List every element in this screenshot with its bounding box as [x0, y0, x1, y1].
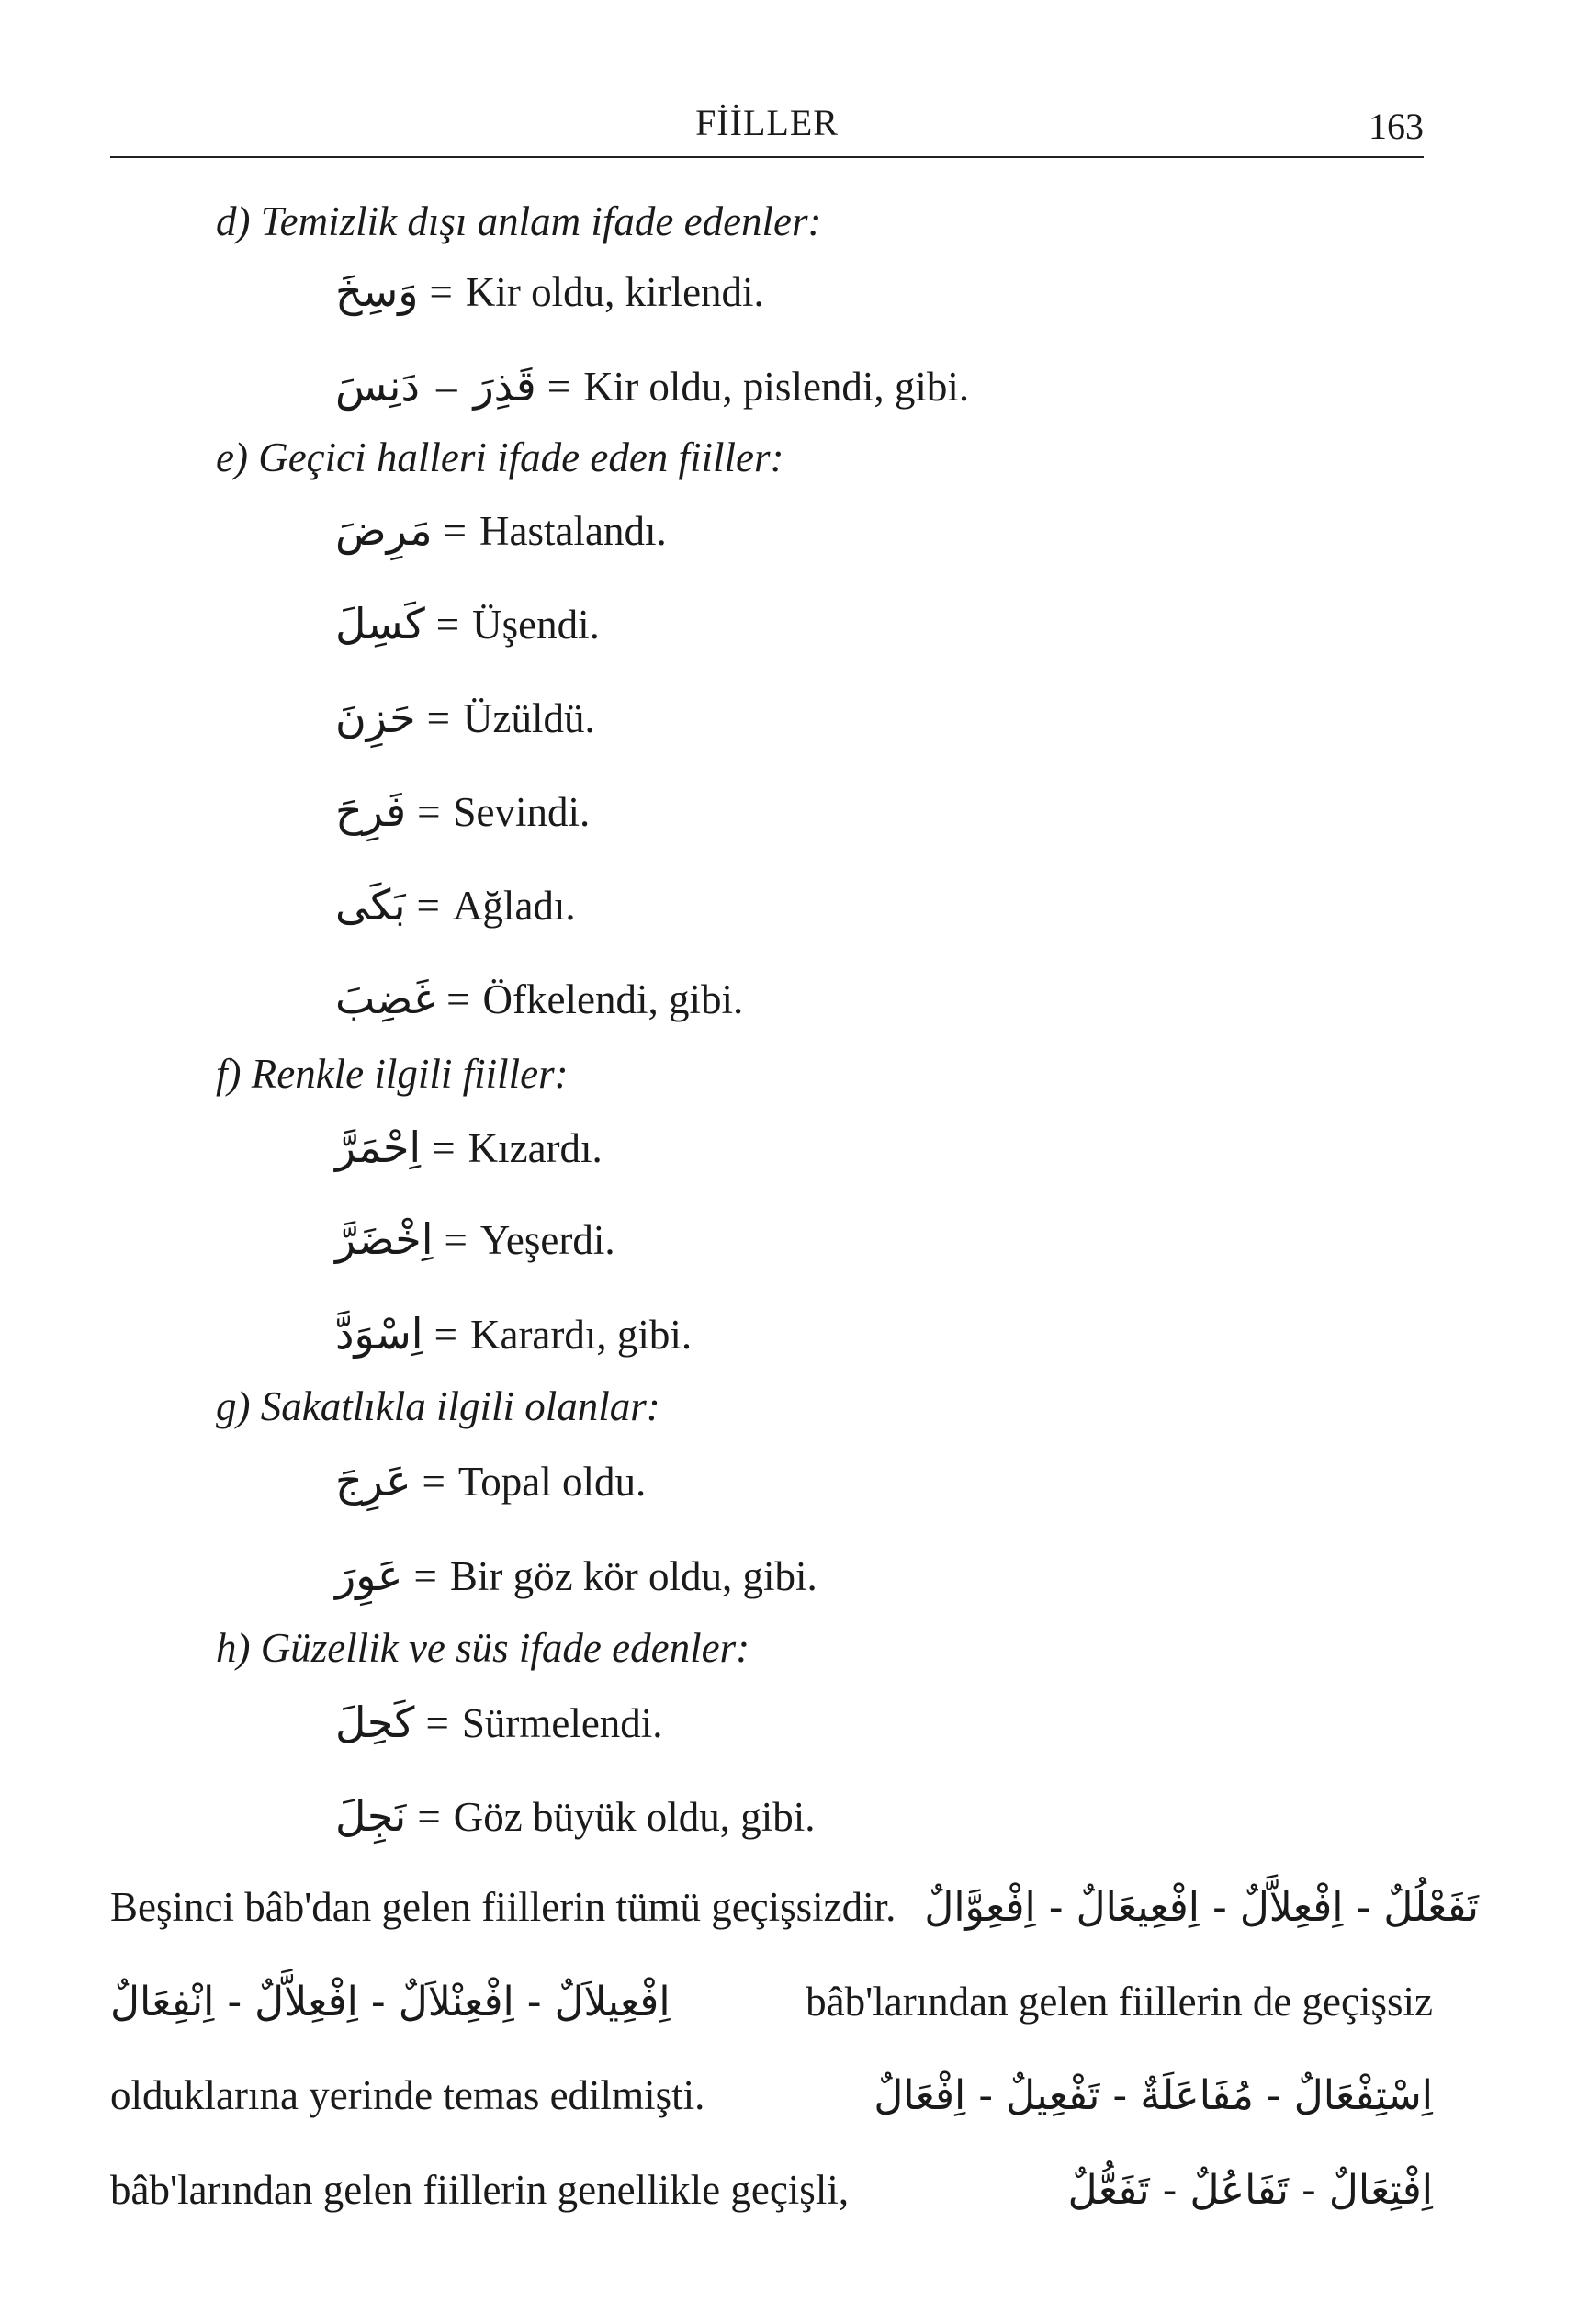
- paragraph-text: Beşinci bâb'dan gelen fiillerin tümü geçişsizdir.: [110, 1884, 896, 1930]
- page-number: 163: [1369, 106, 1424, 147]
- page-header: [110, 101, 1424, 158]
- entry-e-5: [335, 880, 576, 930]
- paragraph-line-3: [110, 2071, 1433, 2119]
- entry-g-2: [335, 1551, 817, 1600]
- paragraph-line-4: [110, 2166, 1433, 2214]
- equals-sign: =: [422, 1459, 445, 1505]
- arabic-bab-list: اِسْتِفْعَالٌ - مُفَاعَلَةٌ - تَفْعِيلٌ - اِفْعَالٌ: [873, 2072, 1433, 2119]
- meaning: Üşendi.: [472, 602, 600, 648]
- meaning: Sevindi.: [453, 789, 591, 835]
- meaning: Ağladı.: [452, 883, 576, 929]
- section-title-g: g) Sakatlıkla ilgili olanlar:: [216, 1383, 660, 1429]
- arabic-word: قَذِرَ: [473, 361, 536, 411]
- entry-g-1: [335, 1456, 646, 1506]
- arabic-word: كَسِلَ: [335, 599, 425, 649]
- equals-sign: =: [429, 269, 453, 315]
- equals-sign: =: [435, 602, 460, 648]
- meaning: Kir oldu, pislendi, gibi.: [583, 364, 970, 410]
- section-title-d: d) Temizlik dışı anlam ifade edenler:: [216, 198, 822, 244]
- meaning: Topal oldu.: [457, 1459, 647, 1505]
- equals-sign: =: [416, 883, 440, 929]
- equals-sign: =: [547, 364, 571, 410]
- arabic-word: وَسِخَ: [335, 266, 419, 316]
- equals-sign: =: [413, 1553, 437, 1599]
- paragraph-text: olduklarına yerinde temas edilmişti.: [110, 2072, 705, 2118]
- equals-sign: =: [444, 1217, 468, 1263]
- arabic-word: بَكَى: [335, 880, 406, 930]
- entry-e-6: [335, 974, 743, 1023]
- entry-e-2: [335, 599, 600, 649]
- entry-e-3: [335, 693, 595, 742]
- arabic-bab-list: اِفْتِعَالٌ - تَفَاعُلٌ - تَفَعُّلٌ: [1067, 2167, 1433, 2214]
- arabic-word: حَزِنَ: [335, 693, 416, 742]
- arabic-word: عَوِرَ: [335, 1551, 403, 1600]
- arabic-word: نَجِلَ: [335, 1791, 407, 1841]
- paragraph-text: bâb'larından gelen fiillerin de geçişsiz: [806, 1979, 1433, 2025]
- entry-e-1: [335, 505, 667, 555]
- equals-sign: =: [434, 1312, 457, 1358]
- arabic-word: اِسْوَدَّ: [335, 1309, 423, 1359]
- entry-d-1: [335, 266, 764, 316]
- equals-sign: =: [417, 789, 441, 835]
- meaning: Kir oldu, kirlendi.: [465, 269, 764, 315]
- arabic-word: اِحْمَرَّ: [335, 1123, 422, 1172]
- paragraph-text: bâb'larından gelen fiillerin genellikle geçişli,: [110, 2167, 850, 2213]
- paragraph-line-1: [110, 1883, 1479, 1931]
- entry-f-1: [335, 1123, 603, 1172]
- equals-sign: =: [432, 1125, 456, 1171]
- running-title: FİİLLER: [695, 102, 839, 143]
- paragraph-line-2: [110, 1978, 1433, 2025]
- equals-sign: =: [426, 695, 450, 741]
- section-title-e: e) Geçici halleri ifade eden fiiller:: [216, 434, 784, 480]
- arabic-bab-list: تَفَعْلُلٌ - اِفْعِلاَّلٌ - اِفْعِيعَالٌ - اِفْعِوَّالٌ: [924, 1884, 1479, 1931]
- arabic-word: عَرِجَ: [335, 1456, 411, 1506]
- arabic-word: فَرِحَ: [335, 786, 407, 836]
- meaning: Yeşerdi.: [479, 1217, 615, 1263]
- section-title-h: h) Güzellik ve süs ifade edenler:: [216, 1625, 750, 1671]
- arabic-word: غَضِبَ: [335, 974, 436, 1023]
- meaning: Göz büyük oldu, gibi.: [453, 1794, 816, 1840]
- meaning: Bir göz kör oldu, gibi.: [449, 1553, 817, 1599]
- arabic-word: مَرِضَ: [335, 505, 433, 555]
- meaning: Sürmelendi.: [461, 1700, 663, 1746]
- entry-d-2: [335, 361, 969, 411]
- equals-sign: =: [425, 1700, 449, 1746]
- section-title-f: f) Renkle ilgili fiiller:: [216, 1051, 569, 1097]
- arabic-bab-list: اِفْعِيلاَلٌ - اِفْعِنْلاَلٌ - اِفْعِلاَّلٌ - اِنْفِعَالٌ: [110, 1979, 671, 2025]
- entry-f-2: [335, 1214, 615, 1264]
- equals-sign: =: [443, 508, 468, 554]
- meaning: Hastalandı.: [479, 508, 667, 554]
- entry-e-4: [335, 786, 590, 836]
- meaning: Kızardı.: [468, 1125, 603, 1171]
- entry-h-1: [335, 1698, 663, 1747]
- meaning: Üzüldü.: [463, 695, 595, 741]
- arabic-word: دَنِسَ: [335, 361, 420, 411]
- meaning: Öfkelendi, gibi.: [482, 976, 744, 1022]
- equals-sign: =: [417, 1794, 441, 1840]
- arabic-word: اِخْضَرَّ: [335, 1214, 434, 1264]
- meaning: Karardı, gibi.: [469, 1312, 693, 1358]
- entry-h-2: [335, 1791, 815, 1841]
- dash: –: [435, 364, 457, 410]
- entry-f-3: [335, 1309, 692, 1359]
- equals-sign: =: [446, 976, 470, 1022]
- arabic-word: كَحِلَ: [335, 1698, 415, 1747]
